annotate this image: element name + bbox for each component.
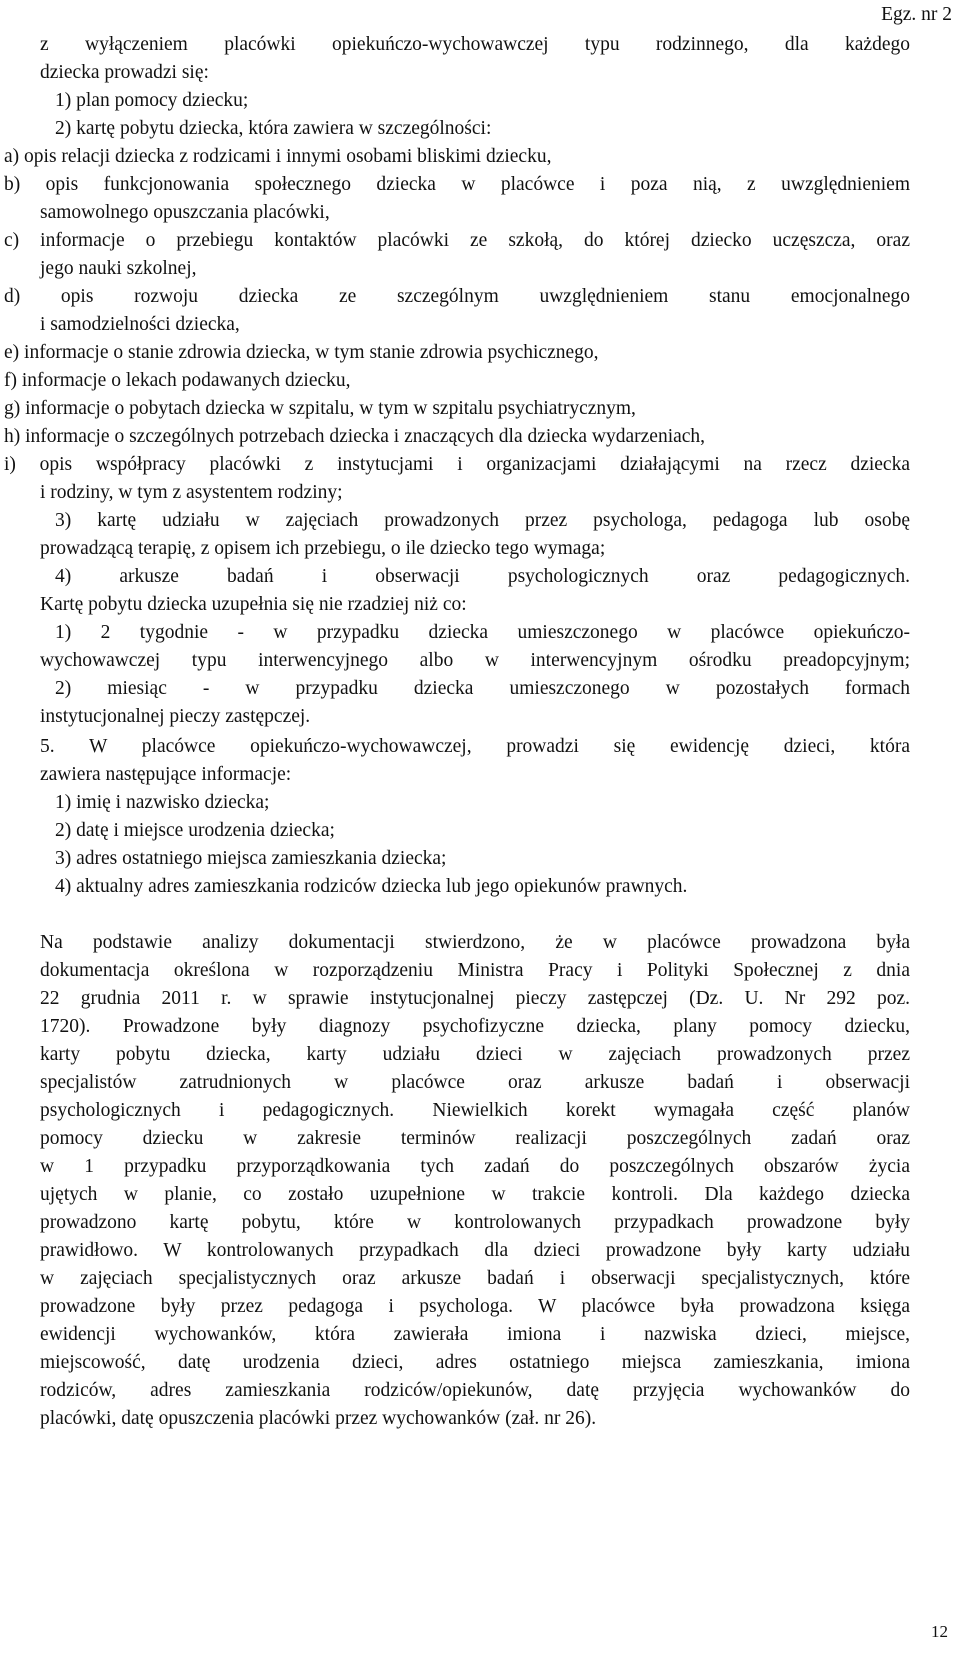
list-line: i rodziny, w tym z asystentem rodziny; (40, 482, 343, 503)
list-line: a) opis relacji dziecka z rodzicami i innymi osobami bliskimi dziecku, (4, 146, 552, 167)
list-line: i samodzielności dziecka, (40, 314, 240, 335)
summary-line: ujętych w planie, co zostało uzupełnione w trakcie kontroli. Dla każdego dziecka (40, 1184, 910, 1205)
list-line: 4) arkusze badań i obserwacji psychologicznych oraz pedagogicznych. (55, 566, 910, 587)
list-line: wychowawczej typu interwencyjnego albo w interwencyjnym ośrodku preadopcyjnym; (40, 650, 910, 671)
summary-line: dokumentacja określona w rozporządzeniu Ministra Pracy i Polityki Społecznej z dnia (40, 960, 910, 981)
list-line: jego nauki szkolnej, (40, 258, 197, 279)
page-number: 12 (931, 1622, 948, 1641)
summary-line: psychologicznych i pedagogicznych. Niewielkich korekt wymagała część planów (40, 1100, 910, 1121)
list-line: Kartę pobytu dziecka uzupełnia się nie rzadziej niż co: (40, 594, 467, 615)
list-line: f) informacje o lekach podawanych dziecku, (4, 370, 351, 391)
summary-line: prowadzone były przez pedagoga i psychologa. W placówce była prowadzona księga (40, 1296, 910, 1317)
list-line: e) informacje o stanie zdrowia dziecka, w tym stanie zdrowia psychicznego, (4, 342, 599, 363)
list-line: zawiera następujące informacje: (40, 764, 292, 785)
list-line: d) opis rozwoju dziecka ze szczególnym uwzględnieniem stanu emocjonalnego (4, 286, 910, 307)
list-line: g) informacje o pobytach dziecka w szpitalu, w tym w szpitalu psychiatrycznym, (4, 398, 636, 419)
list-line: b) opis funkcjonowania społecznego dziecka w placówce i poza nią, z uwzględnieniem (4, 174, 910, 195)
list-line: 3) adres ostatniego miejsca zamieszkania dziecka; (55, 848, 447, 869)
list-line: 3) kartę udziału w zajęciach prowadzonych przez psychologa, pedagoga lub osobę (55, 510, 910, 531)
list-line: 2) datę i miejsce urodzenia dziecka; (55, 820, 335, 841)
summary-line: karty pobytu dziecka, karty udziału dzieci w zajęciach prowadzonych przez (40, 1044, 910, 1065)
list-line: prowadzącą terapię, z opisem ich przebiegu, o ile dziecko tego wymaga; (40, 538, 606, 559)
list-line: c) informacje o przebiegu kontaktów placówki ze szkołą, do której dziecko uczęszcza, oraz (4, 230, 910, 251)
summary-line: prowadzono kartę pobytu, które w kontrolowanych przypadkach prowadzone były (40, 1212, 910, 1233)
summary-line: rodziców, adres zamieszkania rodziców/opiekunów, datę przyjęcia wychowanków do (40, 1380, 910, 1401)
list-line: 1) 2 tygodnie - w przypadku dziecka umieszczonego w placówce opiekuńczo- (55, 622, 910, 643)
summary-line: 1720). Prowadzone były diagnozy psychofizyczne dziecka, plany pomocy dziecku, (40, 1016, 910, 1037)
summary-line: 22 grudnia 2011 r. w sprawie instytucjonalnej pieczy zastępczej (Dz. U. Nr 292 poz. (40, 988, 910, 1009)
summary-line: pomocy dziecku w zakresie terminów realizacji poszczególnych zadań oraz (40, 1128, 910, 1149)
list-line: i) opis współpracy placówki z instytucjami i organizacjami działającymi na rzecz dziecka (4, 454, 910, 475)
list-line: samowolnego opuszczania placówki, (40, 202, 330, 223)
summary-line: ewidencji wychowanków, która zawierała imiona i nazwiska dzieci, miejsce, (40, 1324, 910, 1345)
summary-line: miejscowość, datę urodzenia dzieci, adres ostatniego miejsca zamieszkania, imiona (40, 1352, 910, 1373)
list-line: instytucjonalnej pieczy zastępczej. (40, 706, 311, 727)
list-line: 4) aktualny adres zamieszkania rodziców dziecka lub jego opiekunów prawnych. (55, 876, 688, 897)
list-line: h) informacje o szczególnych potrzebach dziecka i znaczących dla dziecka wydarzeniach, (4, 426, 706, 447)
list-line: 1) plan pomocy dziecku; (55, 90, 249, 111)
summary-line: Na podstawie analizy dokumentacji stwierdzono, że w placówce prowadzona była (40, 932, 910, 953)
list-line: 1) imię i nazwisko dziecka; (55, 792, 270, 813)
summary-line: specjalistów zatrudnionych w placówce oraz arkusze badań i obserwacji (40, 1072, 910, 1093)
summary-line: prawidłowo. W kontrolowanych przypadkach dla dzieci prowadzone były karty udziału (40, 1240, 910, 1261)
list-line: 5. W placówce opiekuńczo-wychowawczej, prowadzi się ewidencję dzieci, która (40, 736, 910, 757)
list-line: 2) kartę pobytu dziecka, która zawiera w szczególności: (55, 118, 492, 139)
list-line: z wyłączeniem placówki opiekuńczo-wychowawczej typu rodzinnego, dla każdego (40, 34, 910, 55)
summary-line: w 1 przypadku przyporządkowania tych zadań do poszczególnych obszarów życia (40, 1156, 910, 1177)
list-line: 2) miesiąc - w przypadku dziecka umieszczonego w pozostałych formach (55, 678, 910, 699)
list-line: dziecka prowadzi się: (40, 62, 209, 83)
summary-line: w zajęciach specjalistycznych oraz arkusze badań i obserwacji specjalistycznych, które (40, 1268, 910, 1289)
copy-number-label: Egz. nr 2 (881, 4, 952, 25)
summary-line: placówki, datę opuszczenia placówki przez wychowanków (zał. nr 26). (40, 1408, 597, 1429)
